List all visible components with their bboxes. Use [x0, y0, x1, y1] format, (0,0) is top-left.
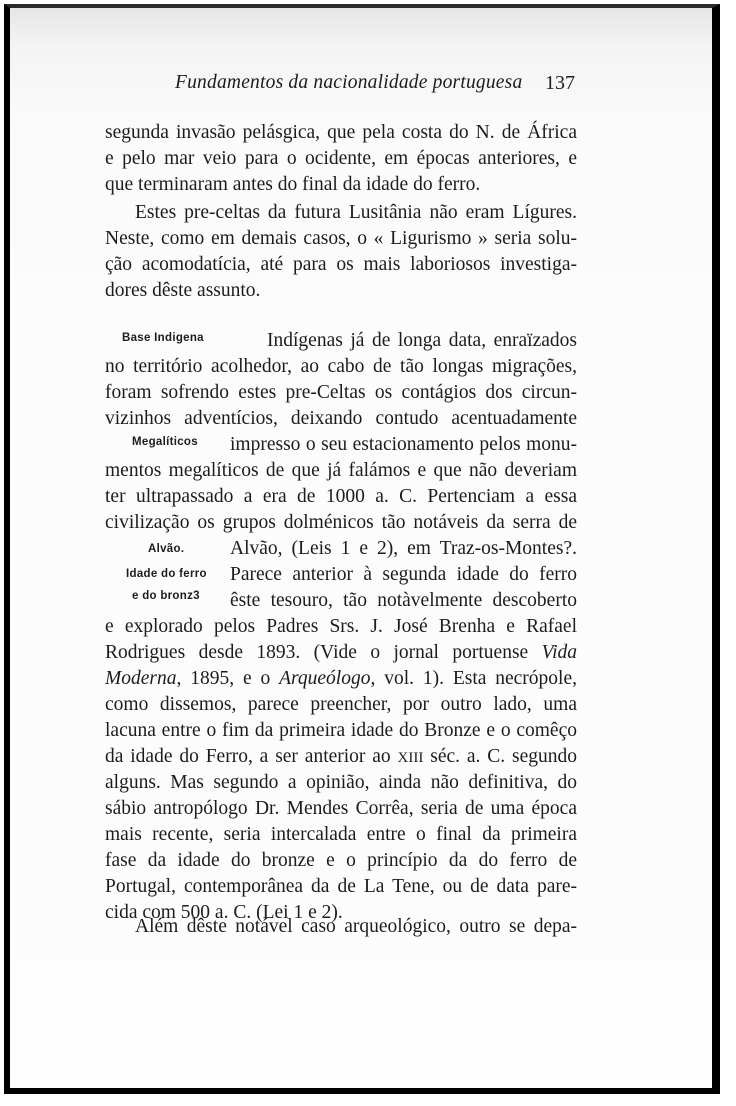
- text-line: dores dêste assunto.: [105, 280, 261, 301]
- text-line: [105, 744, 577, 770]
- page-number: 137: [545, 72, 575, 94]
- text-run-italic: Moderna,: [105, 668, 182, 689]
- text-line: foram sofrendo estes pre-Celtas os contágios dos circun-: [105, 382, 577, 403]
- text-line: êste tesouro, tão notàvelmente descoberto: [230, 590, 577, 611]
- text-line: Neste, como em demais casos, o « Ligurismo » seria solu-: [105, 228, 577, 249]
- side-note-e-do-bronze: e do bronz3: [132, 590, 200, 602]
- paragraph-4: [105, 914, 577, 940]
- page-header: [0, 72, 736, 102]
- text-line: que terminaram antes do final da idade do ferro.: [105, 174, 481, 195]
- text-line: Além dêste notável caso arqueológico, outro se depa-: [135, 916, 577, 937]
- text-line: Estes pre-celtas da futura Lusitânia não eram Lígures.: [135, 202, 577, 223]
- paragraph-2: [105, 200, 577, 304]
- text-line: fase da idade do bronze e o princípio da do ferro de: [105, 850, 577, 871]
- paragraph-1: [105, 120, 577, 198]
- side-note-megaliticos: Megalíticos: [132, 436, 198, 448]
- text-line: como dissemos, parece preencher, por outro lado, uma: [105, 694, 577, 715]
- text-line: mais recente, seria intercalada entre o final da primeira: [105, 824, 577, 845]
- text-line: Alvão, (Leis 1 e 2), em Traz-os-Montes?.: [230, 538, 577, 559]
- text-line: Indígenas já de longa data, enraïzados: [267, 330, 577, 351]
- text-line: Parece anterior à segunda idade do ferro: [230, 564, 577, 585]
- text-run: séc. a. C. segundo: [430, 746, 577, 767]
- text-line: lacuna entre o fim da primeira idade do Bronze e o comêço: [105, 720, 577, 741]
- text-line: mentos megalíticos de que já falámos e que não deveriam: [105, 460, 577, 481]
- text-run: da idade do Ferro, a ser anterior ao: [105, 746, 391, 767]
- text-run-roman-numeral: XIII: [397, 750, 424, 766]
- text-line: impresso o seu estacionamento pelos monu-: [230, 434, 577, 455]
- text-run-italic: Arqueólogo,: [279, 668, 376, 689]
- text-line: [105, 640, 577, 666]
- text-line: ção acomodatícia, até para os mais laboriosos investiga-: [105, 254, 577, 275]
- text-line: ter ultrapassado a era de 1000 a. C. Pertenciam a essa: [105, 486, 577, 507]
- text-line: cida com 500 a. C. (Lei 1 e 2).: [105, 902, 343, 923]
- paragraph-3: [105, 328, 577, 926]
- side-note-alvao: Alvão.: [148, 543, 185, 555]
- text-run-italic: Vida: [541, 642, 577, 663]
- text-line: e explorado pelos Padres Srs. J. José Brenha e Rafael: [105, 616, 577, 637]
- text-line: sábio antropólogo Dr. Mendes Corrêa, seria de uma época: [105, 798, 577, 819]
- text-line: civilização os grupos dolménicos tão notáveis da serra de: [105, 512, 577, 533]
- text-line: segunda invasão pelásgica, que pela costa do N. de África: [105, 122, 577, 143]
- side-note-base-indigena: Base Indigena: [122, 332, 204, 344]
- text-line: vizinhos adventícios, deixando contudo acentuadamente: [105, 408, 577, 429]
- running-title: Fundamentos da nacionalidade portuguesa: [175, 72, 523, 93]
- text-run: 1895, e o: [190, 668, 271, 689]
- text-run: Rodrigues desde 1893. (Vide o jornal portuense: [105, 642, 529, 663]
- text-line: alguns. Mas segundo a opinião, ainda não definitiva, do: [105, 772, 577, 793]
- text-line: no território acolhedor, ao cabo de tão longas migrações,: [105, 356, 577, 377]
- text-line: Portugal, contemporânea da de La Tene, ou de data pare-: [105, 876, 577, 897]
- text-run: vol. 1). Esta necrópole,: [384, 668, 577, 689]
- text-line: e pelo mar veio para o ocidente, em épocas anteriores, e: [105, 148, 577, 169]
- text-line: [105, 666, 577, 692]
- side-note-idade-do-ferro: Idade do ferro: [126, 568, 207, 580]
